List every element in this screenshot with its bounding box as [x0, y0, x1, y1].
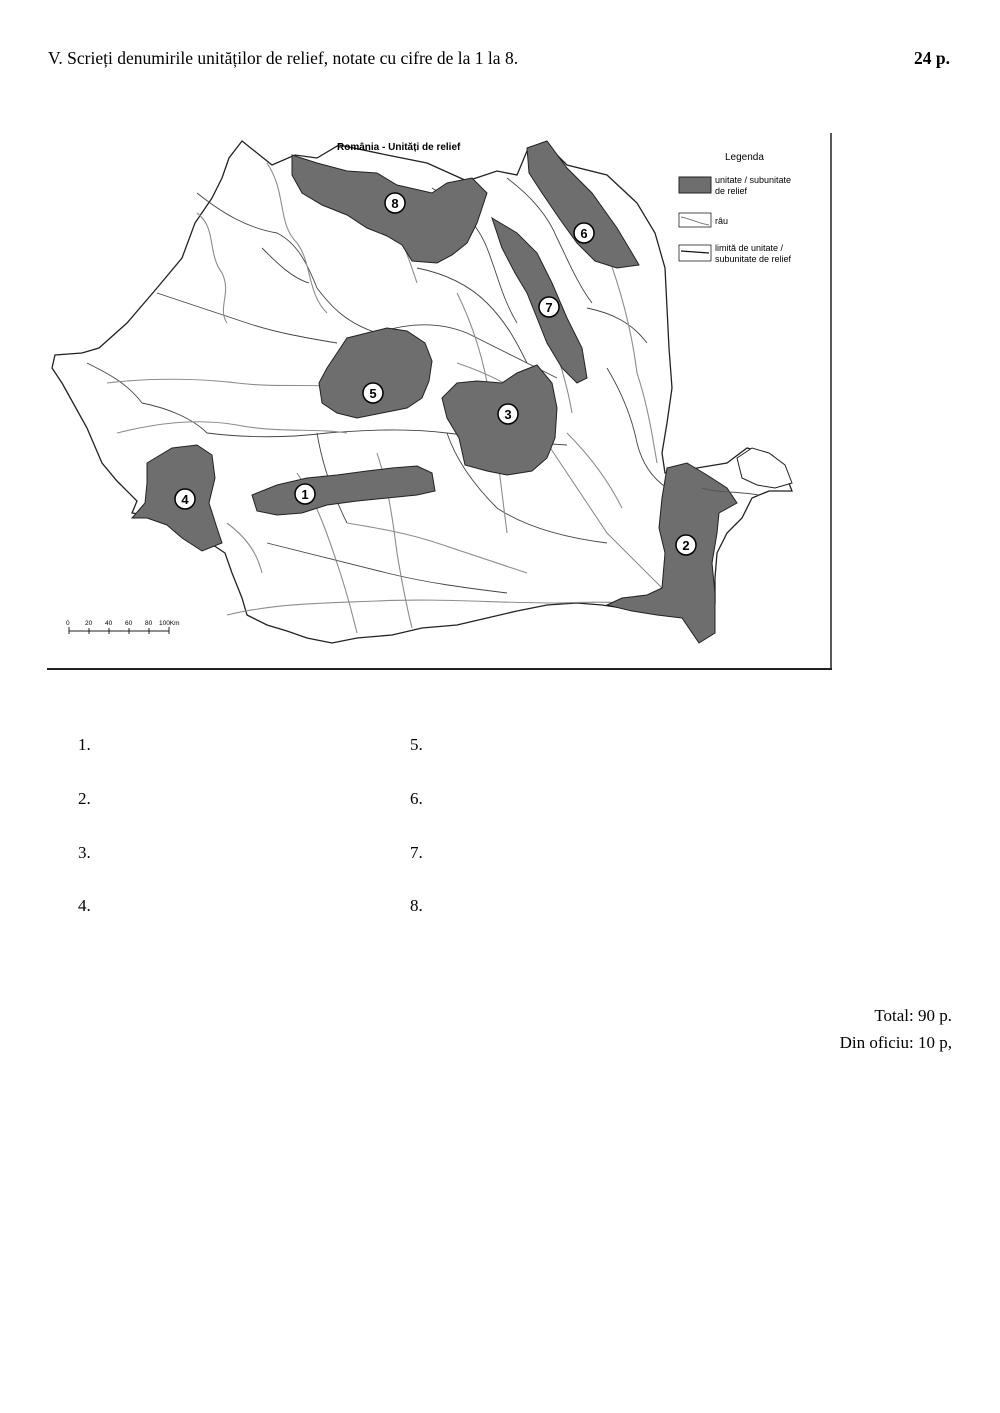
answer-6-label: 6. — [410, 789, 423, 808]
map-title: România - Unități de relief — [337, 142, 461, 153]
answer-2-label: 2. — [78, 789, 91, 808]
scale-tick-80: 80 — [145, 620, 153, 627]
legend-unit-label-2: de relief — [715, 186, 748, 196]
svg-text:6: 6 — [580, 226, 588, 241]
total-score: Total: 90 p. — [874, 1006, 952, 1025]
scale-tick-60: 60 — [125, 620, 133, 627]
svg-text:3: 3 — [504, 407, 512, 422]
legend-unit-swatch — [679, 177, 711, 193]
svg-text:4: 4 — [181, 492, 189, 507]
scale-tick-100km: 100Km — [159, 620, 180, 627]
scale-tick-20: 20 — [85, 620, 93, 627]
svg-text:7: 7 — [545, 300, 553, 315]
romania-relief-map-svg — [47, 133, 832, 670]
question-header — [48, 48, 952, 74]
marker-2 — [676, 535, 696, 555]
legend-limit-label-2: subunitate de relief — [715, 254, 792, 264]
answer-4-label: 4. — [78, 896, 91, 915]
svg-text:8: 8 — [391, 196, 399, 211]
marker-7 — [539, 297, 559, 317]
legend-title: Legenda — [725, 152, 764, 163]
relief-map — [47, 133, 832, 670]
map-legend — [679, 152, 792, 264]
marker-8 — [385, 193, 405, 213]
score-totals — [840, 1002, 952, 1056]
answer-1-label: 1. — [78, 735, 91, 754]
marker-3 — [498, 404, 518, 424]
svg-text:2: 2 — [682, 538, 690, 553]
scale-bar — [66, 620, 180, 634]
question-points: 24 p. — [914, 48, 950, 68]
scale-tick-0: 0 — [66, 620, 70, 627]
answer-8-label: 8. — [410, 896, 423, 915]
svg-text:5: 5 — [369, 386, 377, 401]
marker-1 — [295, 484, 315, 504]
legend-limit-label-1: limită de unitate / — [715, 243, 784, 253]
question-text: V. Scrieți denumirile unităților de relief, notate cu cifre de la 1 la 8. — [48, 48, 519, 68]
legend-unit-label-1: unitate / subunitate — [715, 175, 792, 185]
answer-7-label: 7. — [410, 843, 423, 862]
legend-river-label: râu — [715, 216, 729, 226]
svg-text:1: 1 — [301, 487, 309, 502]
answer-5-label: 5. — [410, 735, 423, 754]
marker-4 — [175, 489, 195, 509]
scale-tick-40: 40 — [105, 620, 113, 627]
marker-5 — [363, 383, 383, 403]
marker-6 — [574, 223, 594, 243]
din-oficiu-score: Din oficiu: 10 p, — [839, 1033, 952, 1052]
answer-3-label: 3. — [78, 843, 91, 862]
